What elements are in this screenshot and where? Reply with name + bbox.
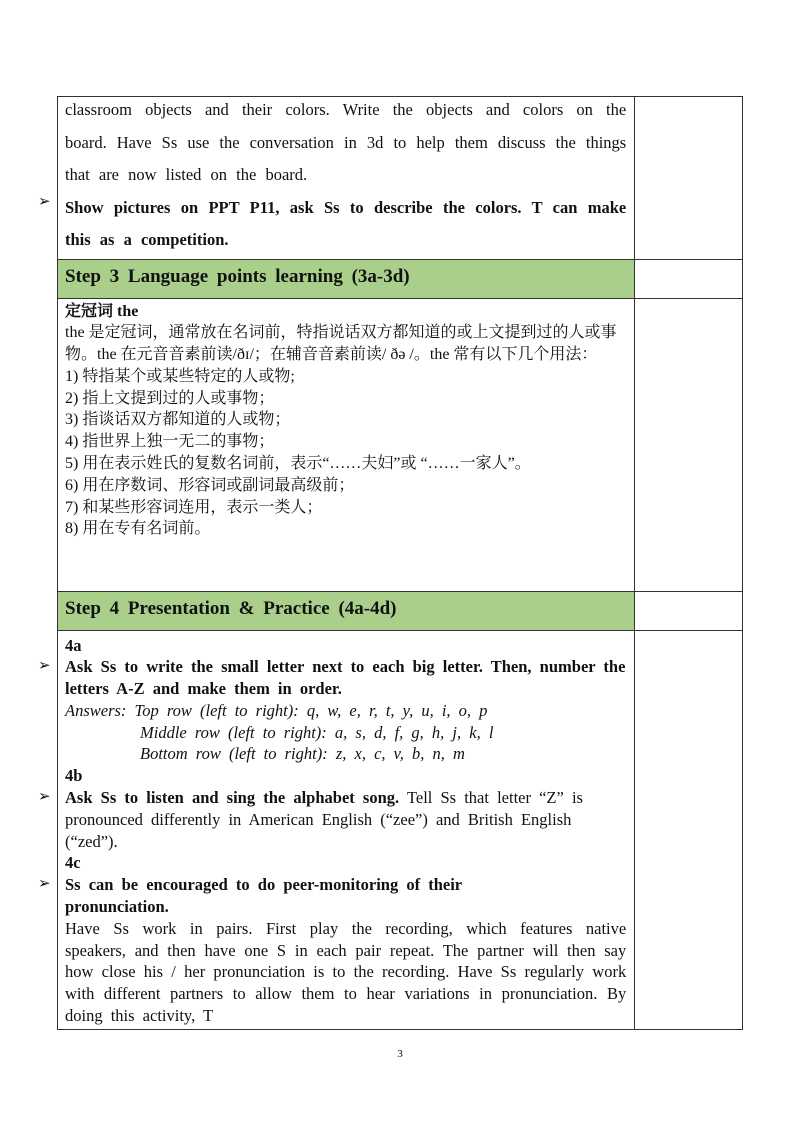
bullet-icon: ➢ <box>38 876 51 893</box>
practice-cell <box>38 630 635 1029</box>
grammar-intro: the 是定冠词，通常放在名词前，特指说话双方都知道的或上文提到过的人或事物。the 在元音音素前读/ðɪ/；在辅音音素前读/ ðə /。the 常有以下几个用法： <box>65 324 617 364</box>
bullet-icon: ➢ <box>38 789 51 806</box>
table-row <box>58 97 743 260</box>
activity-text: classroom objects and their colors. Write the objects and colors on the board. Have Ss use the conversation in 3d to help them discuss the things that are now listed on the board. <box>65 100 627 184</box>
grammar-item: 3) 指谈话双方都知道的人或物； <box>65 411 291 429</box>
notes-cell <box>635 259 743 298</box>
step-row <box>58 591 743 630</box>
step-4-heading: Step 4 Presentation & Practice (4a-4d) <box>65 597 397 619</box>
answers-line: Bottom row (left to right): z, x, c, v, b, n, m <box>140 744 465 764</box>
grammar-item: 4) 指世界上独一无二的事物； <box>65 433 275 451</box>
grammar-item: 1) 特指某个或某些特定的人或物; <box>65 367 295 385</box>
table-row <box>58 298 743 591</box>
grammar-item: 6) 用在序数词、形容词或副词最高级前； <box>65 476 355 494</box>
bullet-icon: ➢ <box>38 658 51 675</box>
part-4b-bold: Ask Ss to listen and sing the alphabet song. <box>65 788 400 808</box>
part-4a-label: 4a <box>65 635 82 655</box>
answers-line: Middle row (left to right): a, s, d, f, g, h, j, k, l <box>140 722 494 742</box>
notes-cell <box>635 630 743 1029</box>
lesson-plan-table <box>38 96 743 1030</box>
part-4c-instruction: Ss can be encouraged to do peer-monitoring of their pronunciation. <box>65 875 462 917</box>
part-4b-label: 4b <box>65 766 83 786</box>
table-row <box>58 630 743 1029</box>
answers-line: Answers: Top row (left to right): q, w, e, r, t, y, u, i, o, p <box>65 700 488 720</box>
step-heading-cell <box>58 259 635 298</box>
notes-cell <box>635 591 743 630</box>
grammar-item: 8) 用在专有名词前。 <box>65 520 211 538</box>
part-4b-text: Tell Ss that letter “Z” is pronounced differently in American English (“zee”) and British English (“zed”). <box>65 788 583 851</box>
activity-cell <box>38 97 635 260</box>
grammar-item: 5) 用在表示姓氏的复数名词前，表示“……夫妇”或 “……一家人”。 <box>65 455 531 473</box>
part-4a-instruction: Ask Ss to write the small letter next to each big letter. Then, number the letters A-Z and make them in order. <box>65 657 626 699</box>
activity-bold-text: Show pictures on PPT P11, ask Ss to describe the colors. T can make this as a competition. <box>65 197 627 249</box>
step-row <box>58 259 743 298</box>
part-4c-label: 4c <box>65 853 81 873</box>
grammar-title: 定冠词 the <box>65 302 139 320</box>
notes-cell <box>635 298 743 591</box>
part-4c-text: Have Ss work in pairs. First play the recording, which features native speakers, and then have one S in each pair repeat. The partner will then say how close his / her pronunciation is to the recording. Have Ss regularly work with different partners to allow them to hear variations in pronunciation. By doing this activity, T <box>65 918 627 1026</box>
page-number: 3 <box>397 1048 403 1060</box>
step-3-heading: Step 3 Language points learning (3a-3d) <box>65 265 410 287</box>
notes-cell <box>635 97 743 260</box>
step-heading-cell <box>58 591 635 630</box>
grammar-cell <box>58 298 635 591</box>
grammar-item: 7) 和某些形容词连用，表示一类人； <box>65 498 323 516</box>
part-4b-instruction <box>65 787 626 852</box>
bullet-icon: ➢ <box>38 193 51 210</box>
grammar-item: 2) 指上文提到过的人或事物； <box>65 389 275 407</box>
